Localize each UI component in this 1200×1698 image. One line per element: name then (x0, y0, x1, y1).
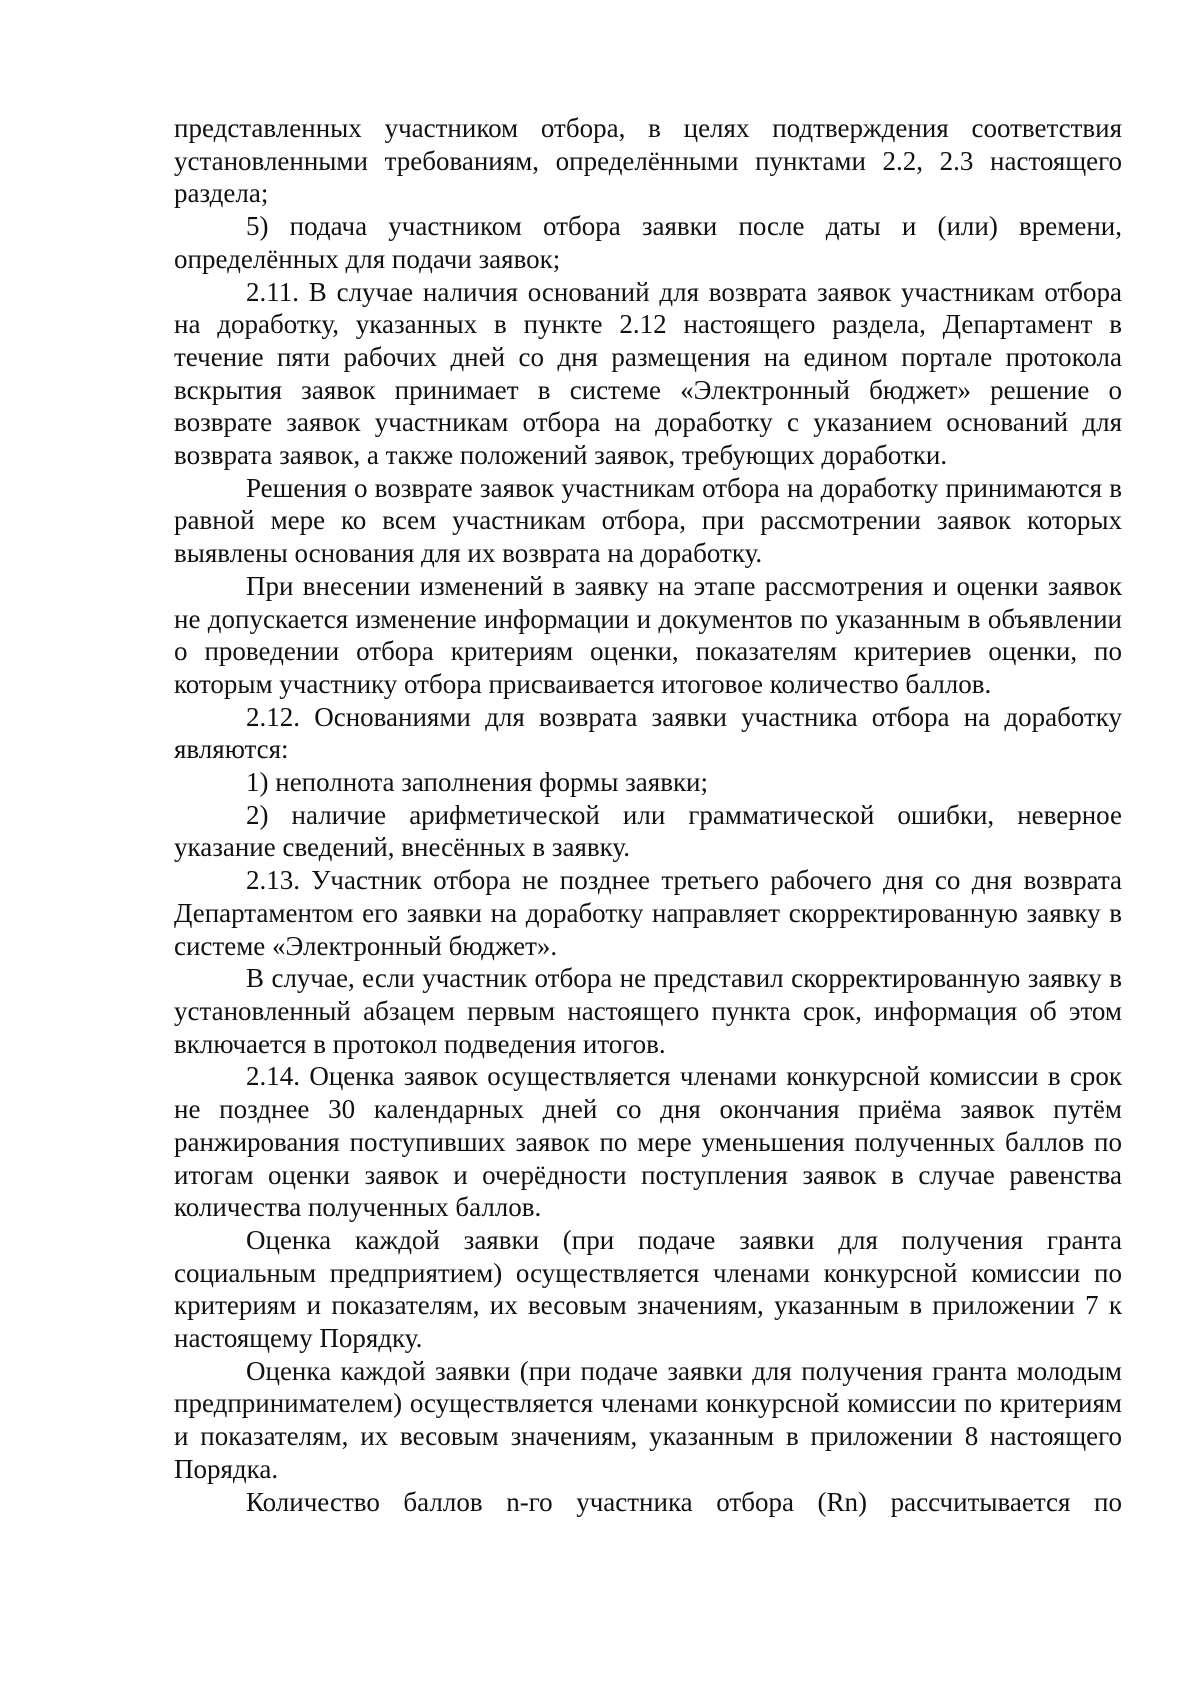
paragraph-2-11: 2.11. В случае наличия оснований для возврата заявок участникам отбора на доработку, указанных в пункте 2.12 настоящего раздела, Департамент в течение пяти рабочих дней со дня размещения на едином портале протокола вскрытия заявок принимает в системе «Электронный бюджет» решение о возврате заявок участникам отбора на доработку с указанием оснований для возврата заявок, а также положений заявок, требующих доработки. (174, 276, 1122, 471)
paragraph-2-13: 2.13. Участник отбора не позднее третьего рабочего дня со дня возврата Департаментом его заявки на доработку направляет скорректированную заявку в системе «Электронный бюджет». (174, 865, 1122, 961)
paragraph-changes: При внесении изменений в заявку на этапе рассмотрения и оценки заявок не допускается изменение информации и документов по указанным в объявлении о проведении отбора критериям оценки, показателям критериев оценки, по которым участнику отбора присваивается итоговое количество баллов. (174, 570, 1122, 699)
paragraph-item-2: 2) наличие арифметической или грамматической ошибки, неверное указание сведений, внесённых в заявку. (174, 799, 1122, 863)
document-page (174, 112, 1122, 1518)
paragraph-return-decisions: Решения о возврате заявок участникам отбора на доработку принимаются в равной мере ко всем участникам отбора, при рассмотрении заявок которых выявлены основания для их возврата на доработку. (174, 472, 1122, 569)
paragraph-not-submitted: В случае, если участник отбора не представил скорректированную заявку в установленный абзацем первым настоящего пункта срок, информация об этом включается в протокол подведения итогов. (174, 963, 1122, 1059)
paragraph-score-calculation: Количество баллов n-го участника отбора (Rn) рассчитывается по (246, 1486, 1122, 1517)
paragraph-social-enterprise: Оценка каждой заявки (при подаче заявки для получения гранта социальным предприятием) осуществляется членами конкурсной комиссии по критериям и показателям, их весовым значениям, указанным в приложении 7 к настоящему Порядку. (174, 1224, 1122, 1354)
paragraph-2-12: 2.12. Основаниями для возврата заявки участника отбора на доработку являются: (174, 701, 1122, 765)
paragraph-item-5: 5) подача участником отбора заявки после даты и (или) времени, определённых для подачи заявок; (174, 211, 1122, 274)
paragraph-item-1: 1) неполнота заполнения формы заявки; (246, 767, 709, 798)
paragraph-continuation: представленных участником отбора, в целях подтверждения соответствия установленными требованиям, определёнными пунктами 2.2, 2.3 настоящего раздела; (174, 113, 1122, 209)
paragraph-young-entrepreneur: Оценка каждой заявки (при подаче заявки для получения гранта молодым предпринимателем) осуществляется членами конкурсной комиссии по критериям и показателям, их весовым значениям, указанным в приложении 8 настоящего Порядка. (174, 1355, 1122, 1484)
paragraph-2-14: 2.14. Оценка заявок осуществляется членами конкурсной комиссии в срок не позднее 30 календарных дней со дня окончания приёма заявок путём ранжирования поступивших заявок по мере уменьшения полученных баллов по итогам оценки заявок и очерёдности поступления заявок в случае равенства количества полученных баллов. (174, 1061, 1122, 1223)
